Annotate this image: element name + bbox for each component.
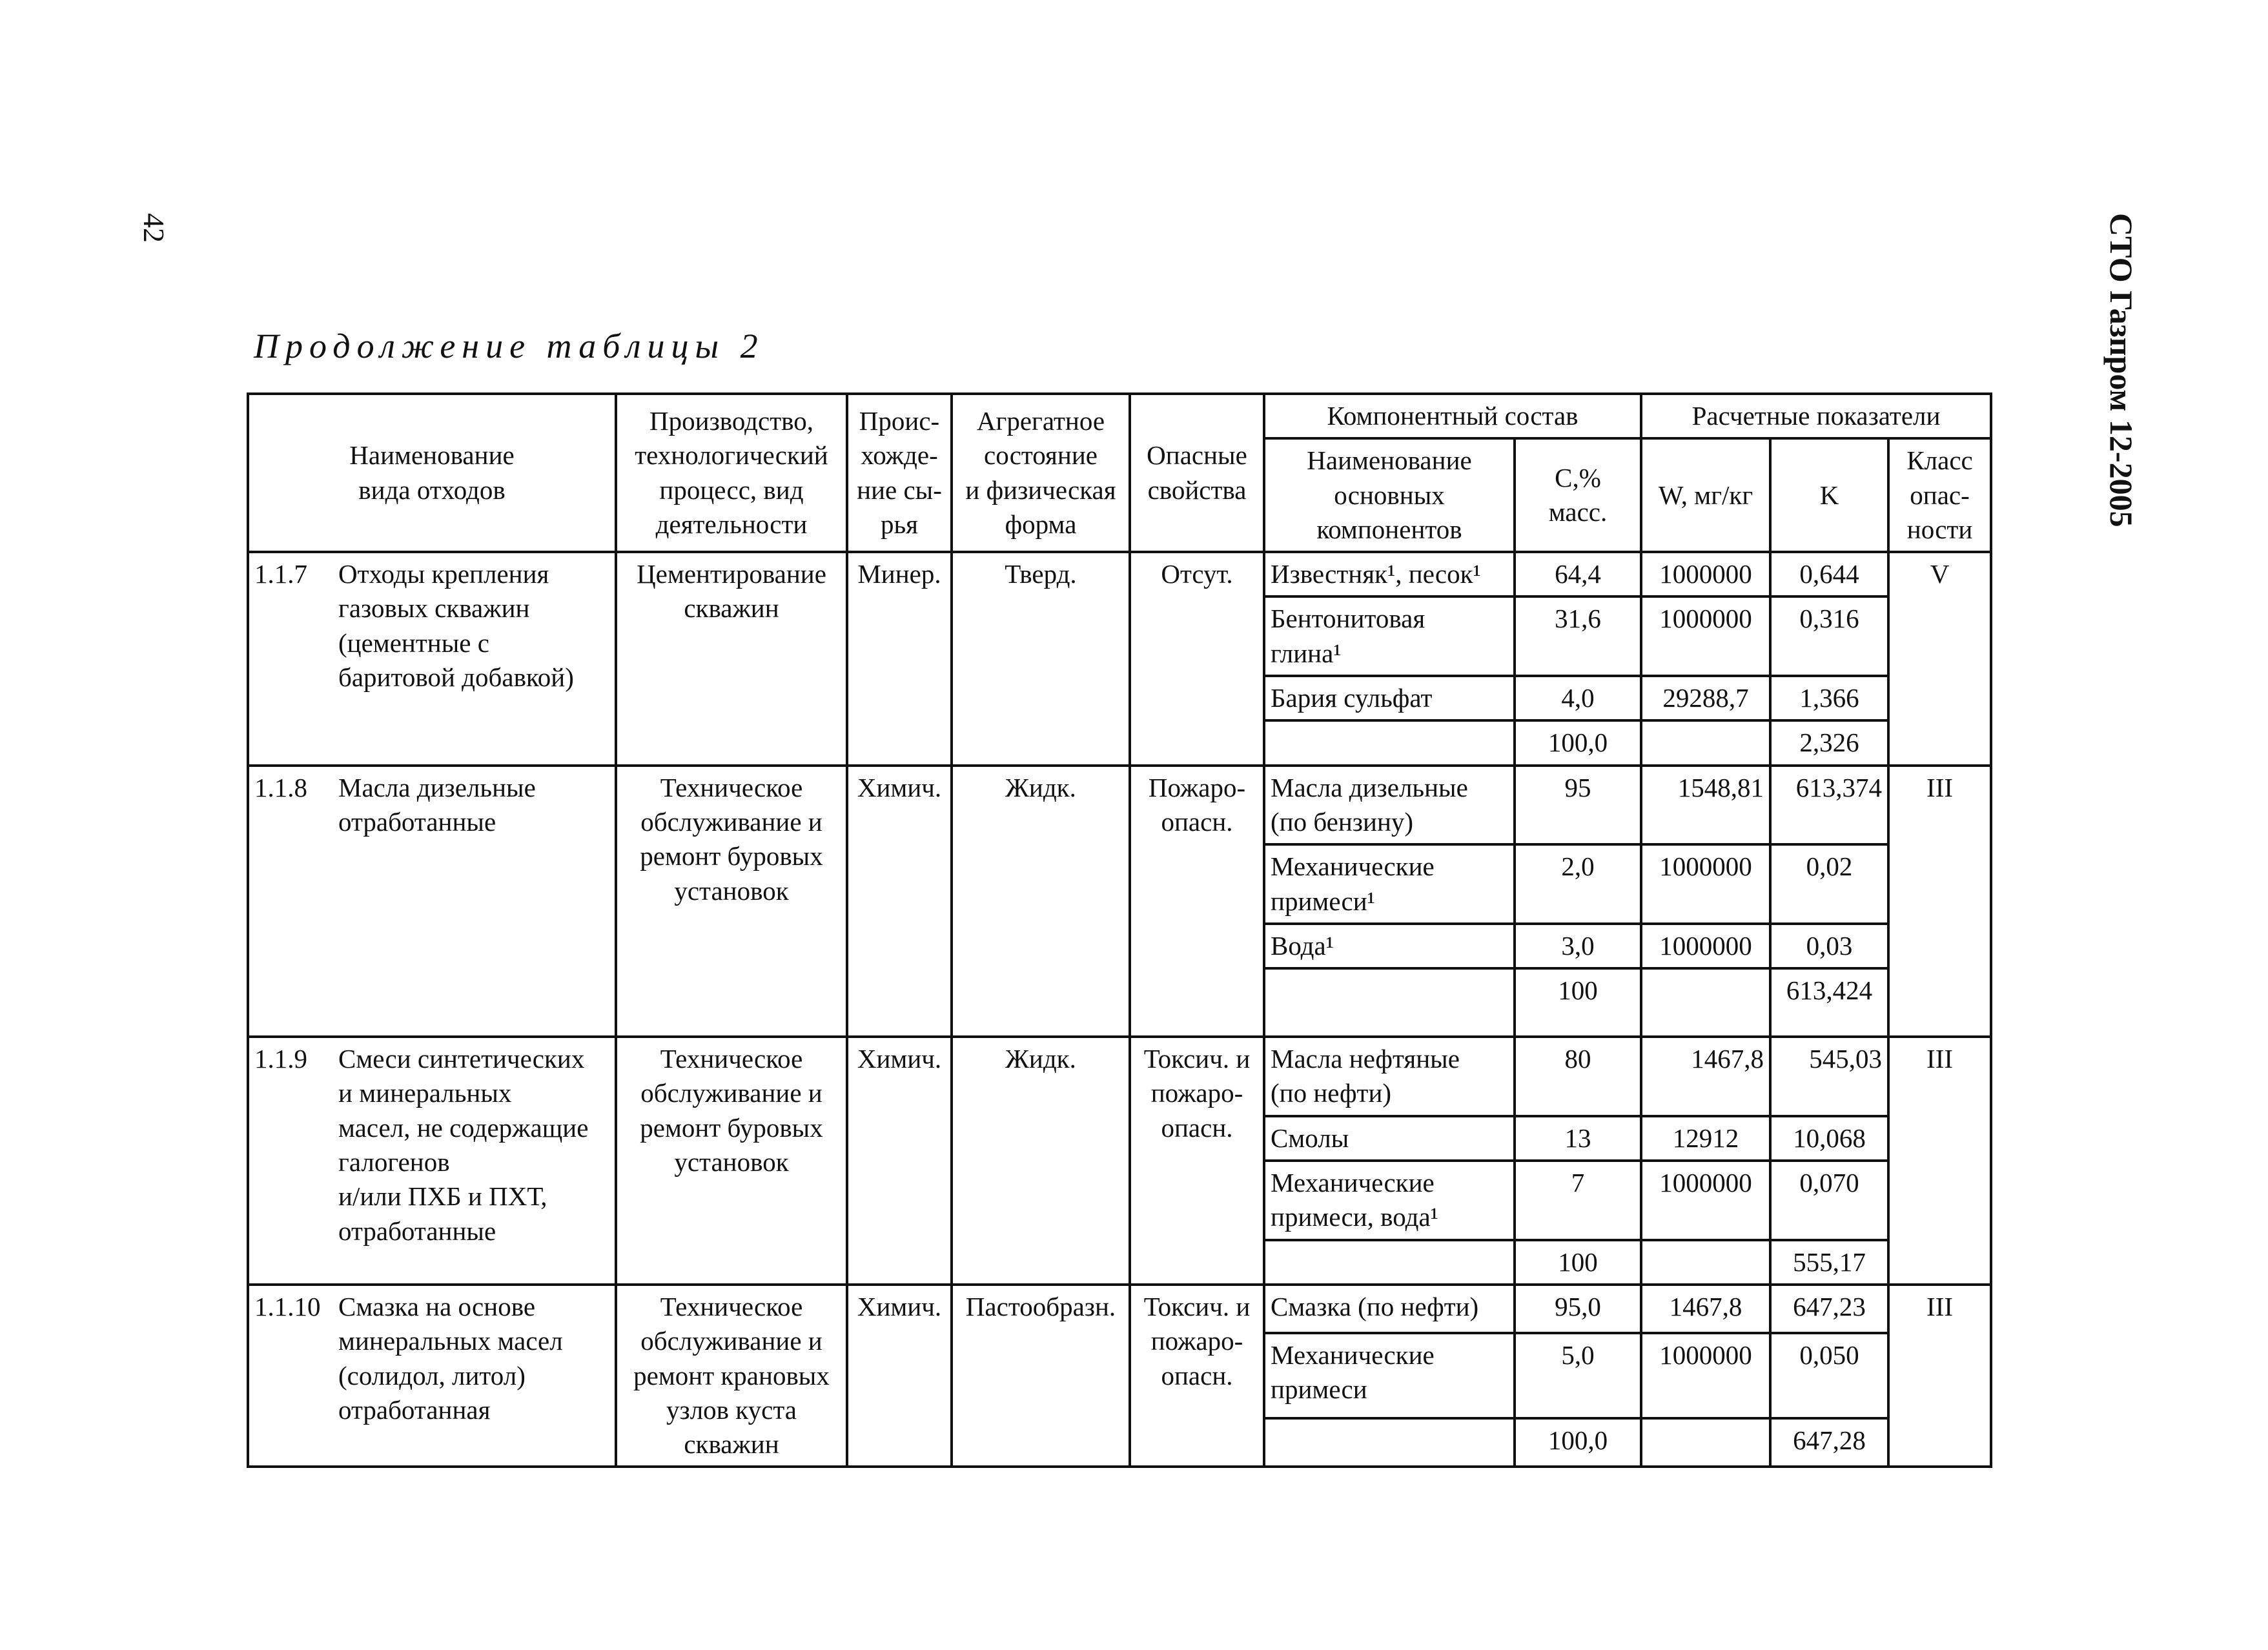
header-w: W, мг/кг — [1641, 438, 1770, 552]
component-c: 2,0 — [1515, 844, 1641, 924]
hazard-properties: Пожаро- опасн. — [1130, 766, 1264, 1037]
component-w: 1000000 — [1641, 844, 1770, 924]
waste-table — [247, 392, 1992, 1468]
hazard-class: V — [1888, 552, 1991, 765]
component-k: 613,374 — [1770, 766, 1888, 845]
header-k: K — [1770, 438, 1888, 552]
header-origin: Проис- хожде- ние сы- рья — [847, 394, 952, 552]
table-row — [248, 1285, 1991, 1333]
header-component-name: Наименование основных компонентов — [1264, 438, 1515, 552]
total-k: 647,28 — [1770, 1418, 1888, 1467]
component-k: 0,070 — [1770, 1161, 1888, 1240]
hazard-properties: Токсич. и пожаро- опасн. — [1130, 1285, 1264, 1467]
component-name: Бентонитовая глина¹ — [1264, 596, 1515, 676]
component-name: Известняк¹, песок¹ — [1264, 552, 1515, 596]
component-w: 29288,7 — [1641, 676, 1770, 720]
component-k: 0,644 — [1770, 552, 1888, 596]
component-w: 1467,8 — [1641, 1285, 1770, 1333]
header-state: Агрегатное состояние и физическая форма — [952, 394, 1130, 552]
hazard-properties: Токсич. и пожаро- опасн. — [1130, 1037, 1264, 1285]
component-k: 545,03 — [1770, 1037, 1888, 1116]
component-k: 0,316 — [1770, 596, 1888, 676]
aggregate-state: Тверд. — [952, 552, 1130, 765]
waste-code: 1.1.7 — [254, 559, 307, 589]
component-name: Механические примеси, вода¹ — [1264, 1161, 1515, 1240]
component-c: 3,0 — [1515, 924, 1641, 968]
production-process: Техническое обслуживание и ремонт крановых узлов куста скважин — [616, 1285, 847, 1467]
component-k: 0,03 — [1770, 924, 1888, 968]
total-c: 100,0 — [1515, 720, 1641, 765]
component-w: 1000000 — [1641, 596, 1770, 676]
total-c: 100 — [1515, 968, 1641, 1037]
table-row — [248, 766, 1991, 845]
component-w: 12912 — [1641, 1116, 1770, 1161]
total-k: 2,326 — [1770, 720, 1888, 765]
total-c: 100 — [1515, 1240, 1641, 1285]
waste-code: 1.1.9 — [254, 1044, 307, 1074]
component-name: Масла дизельные (по бензину) — [1264, 766, 1515, 845]
aggregate-state: Жидк. — [952, 1037, 1130, 1285]
header-calc-group: Расчетные показатели — [1641, 394, 1991, 438]
origin: Химич. — [847, 766, 952, 1037]
production-process: Цементирование скважин — [616, 552, 847, 765]
component-c: 64,4 — [1515, 552, 1641, 596]
waste-name: Смеси синтетических и минеральных масел, не содержащие галогенов и/или ПХБ и ПХТ, отработанные — [338, 1044, 589, 1246]
component-c: 31,6 — [1515, 596, 1641, 676]
table-row — [248, 552, 1991, 596]
component-name: Вода¹ — [1264, 924, 1515, 968]
total-k: 555,17 — [1770, 1240, 1888, 1285]
header-waste-name: Наименование вида отходов — [248, 394, 616, 552]
component-c: 95,0 — [1515, 1285, 1641, 1333]
component-name: Смазка (по нефти) — [1264, 1285, 1515, 1333]
waste-code: 1.1.8 — [254, 772, 307, 802]
hazard-class: III — [1888, 1037, 1991, 1285]
waste-code: 1.1.10 — [254, 1291, 321, 1321]
origin: Химич. — [847, 1285, 952, 1467]
component-k: 647,23 — [1770, 1285, 1888, 1333]
component-name: Масла нефтяные (по нефти) — [1264, 1037, 1515, 1116]
component-c: 5,0 — [1515, 1333, 1641, 1419]
table-body — [248, 552, 1991, 1467]
component-c: 7 — [1515, 1161, 1641, 1240]
total-c: 100,0 — [1515, 1418, 1641, 1467]
component-w: 1548,81 — [1641, 766, 1770, 845]
standard-code: СТО Газпром 12-2005 — [2103, 213, 2140, 527]
component-c: 13 — [1515, 1116, 1641, 1161]
component-name: Смолы — [1264, 1116, 1515, 1161]
continuation-title: Продолжение таблицы 2 — [254, 327, 764, 365]
aggregate-state: Жидк. — [952, 766, 1130, 1037]
aggregate-state: Пастообразн. — [952, 1285, 1130, 1467]
component-k: 0,02 — [1770, 844, 1888, 924]
origin: Минер. — [847, 552, 952, 765]
header-hazard: Опасные свойства — [1130, 394, 1264, 552]
hazard-properties: Отсут. — [1130, 552, 1264, 765]
component-k: 10,068 — [1770, 1116, 1888, 1161]
hazard-class: III — [1888, 1285, 1991, 1467]
component-w: 1467,8 — [1641, 1037, 1770, 1116]
component-k: 0,050 — [1770, 1333, 1888, 1419]
production-process: Техническое обслуживание и ремонт буровых установок — [616, 766, 847, 1037]
component-c: 80 — [1515, 1037, 1641, 1116]
hazard-class: III — [1888, 766, 1991, 1037]
header-production: Производство, технологический процесс, вид деятельности — [616, 394, 847, 552]
component-c: 95 — [1515, 766, 1641, 845]
header-c-mass: С,% масс. — [1515, 438, 1641, 552]
total-k: 613,424 — [1770, 968, 1888, 1037]
waste-name: Смазка на основе минеральных масел (солидол, литол) отработанная — [338, 1291, 563, 1425]
origin: Химич. — [847, 1037, 952, 1285]
waste-name: Масла дизельные отработанные — [338, 772, 536, 837]
waste-name: Отходы крепления газовых скважин (цементные с баритовой добавкой) — [338, 559, 574, 693]
component-name: Механические примеси¹ — [1264, 844, 1515, 924]
table-row — [248, 1037, 1991, 1116]
production-process: Техническое обслуживание и ремонт буровых установок — [616, 1037, 847, 1285]
component-w: 1000000 — [1641, 924, 1770, 968]
component-name: Бария сульфат — [1264, 676, 1515, 720]
component-w: 1000000 — [1641, 1333, 1770, 1419]
header-composition-group: Компонентный состав — [1264, 394, 1641, 438]
component-name: Механические примеси — [1264, 1333, 1515, 1419]
page-number: 42 — [138, 213, 170, 243]
component-w: 1000000 — [1641, 1161, 1770, 1240]
component-w: 1000000 — [1641, 552, 1770, 596]
header-hazard-class: Класс опас- ности — [1888, 438, 1991, 552]
component-k: 1,366 — [1770, 676, 1888, 720]
component-c: 4,0 — [1515, 676, 1641, 720]
